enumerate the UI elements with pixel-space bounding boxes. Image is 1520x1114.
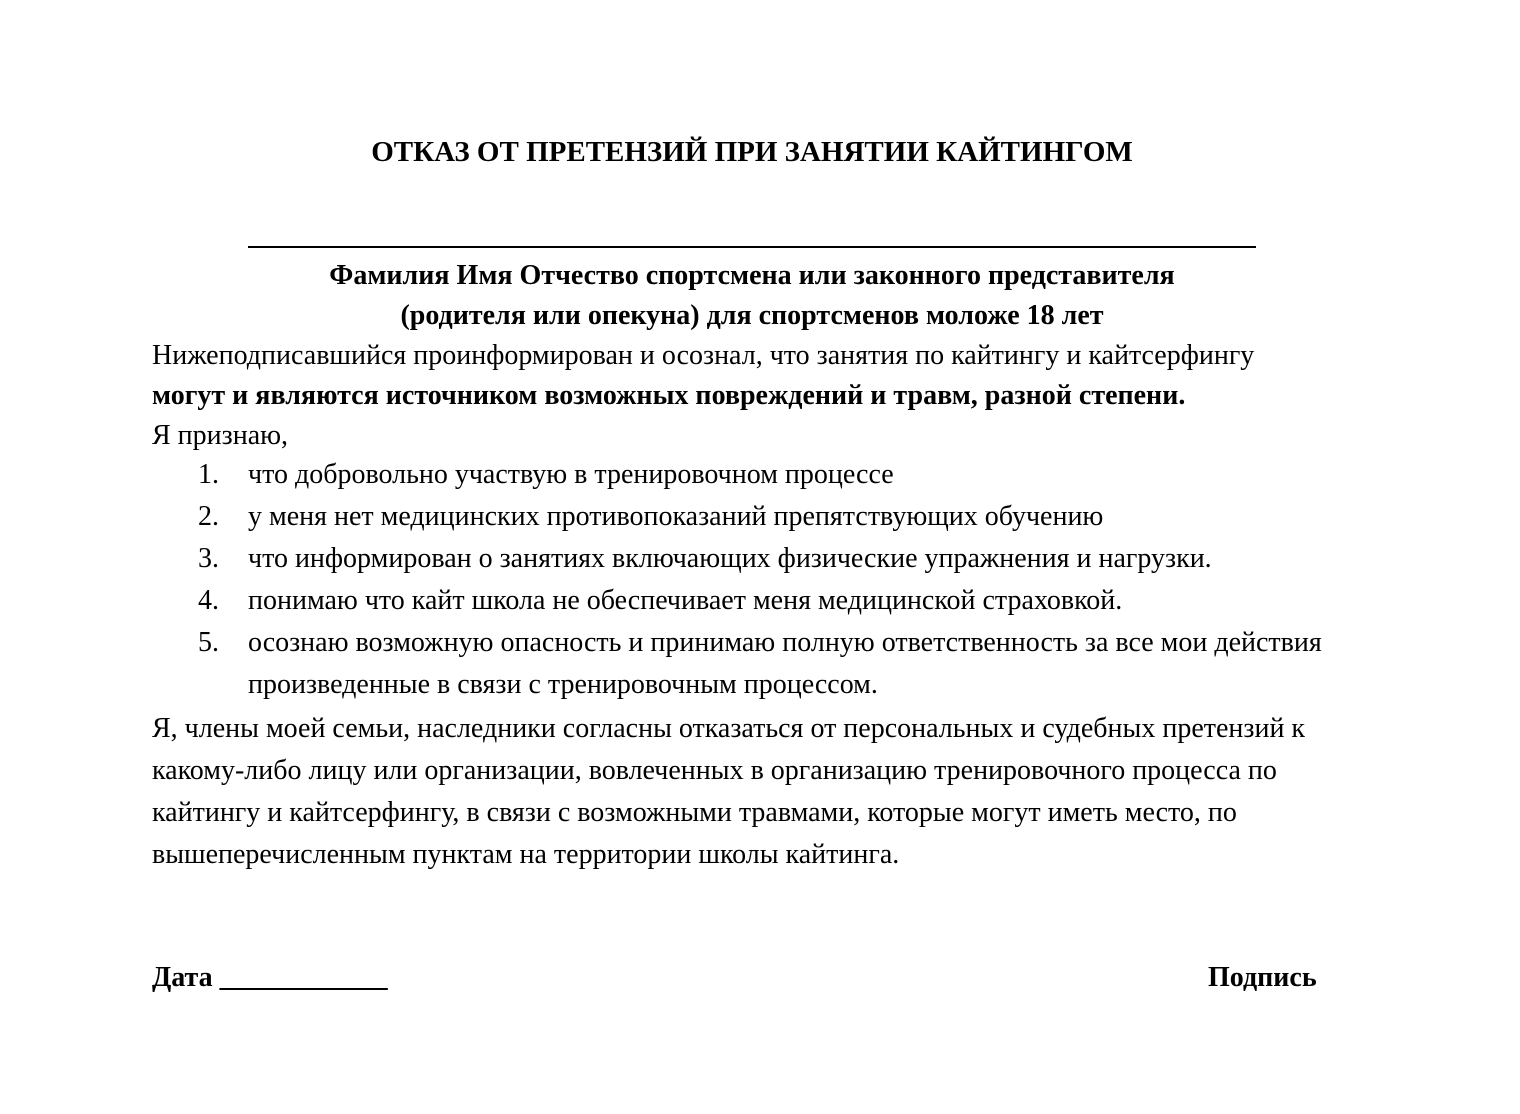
list-item: [152, 454, 1382, 496]
list-item-number: 2.: [198, 501, 219, 532]
list-item-number: 1.: [198, 459, 219, 490]
intro-paragraph: [152, 336, 1382, 456]
date-field: [152, 962, 388, 994]
document-title: ОТКАЗ ОТ ПРЕТЕНЗИЙ ПРИ ЗАНЯТИИ КАЙТИНГОМ: [371, 136, 1133, 168]
acknowledgement-list: [152, 454, 1382, 706]
list-item-text: у меня нет медицинских противопоказаний препятствующих обучению: [248, 501, 1104, 532]
list-item-text: что добровольно участвую в тренировочном процессе: [248, 459, 894, 490]
list-item-number: 4.: [198, 585, 219, 616]
list-item-text: осознаю возможную опасность и принимаю полную ответственность за все мои действия произведенные в связи с тренировочным процессом.: [248, 627, 1322, 700]
list-item: [152, 496, 1382, 538]
intro-bold-text: могут и являются источником возможных повреждений и травм, разной степени.: [152, 380, 1186, 411]
list-item: [152, 622, 1382, 706]
intro-regular-text: Нижеподписавшийся проинформирован и осознал, что занятия по кайтингу и кайтсерфингу: [152, 340, 1255, 371]
list-item-text: понимаю что кайт школа не обеспечивает меня медицинской страховкой.: [248, 585, 1123, 616]
date-label: Дата: [152, 962, 213, 993]
name-signature-line: [248, 246, 1256, 248]
closing-paragraph: Я, члены моей семьи, наследники согласны отказаться от персональных и судебных претензий к какому-либо лицу или организации, вовлеченных в организацию тренировочного процесса по кайтингу и кайтсерфингу, в связи с возможными травмами, которые могут иметь место, по вышеперечисленным пунктам на территории школы кайтинга.: [152, 713, 1306, 870]
list-item-number: 3.: [198, 543, 219, 574]
name-caption: [0, 256, 1504, 336]
list-item-text: что информирован о занятиях включающих физические упражнения и нагрузки.: [248, 543, 1212, 574]
date-blank-line: ____________: [219, 962, 388, 993]
signature-label: Подпись: [1208, 962, 1317, 993]
name-caption-line-2: (родителя или опекуна) для спортсменов моложе 18 лет: [400, 300, 1104, 331]
name-caption-line-1: Фамилия Имя Отчество спортсмена или законного представителя: [329, 260, 1175, 291]
list-item: [152, 580, 1382, 622]
list-item: [152, 538, 1382, 580]
acknowledge-text: Я признаю,: [152, 420, 289, 451]
list-item-number: 5.: [198, 627, 219, 658]
